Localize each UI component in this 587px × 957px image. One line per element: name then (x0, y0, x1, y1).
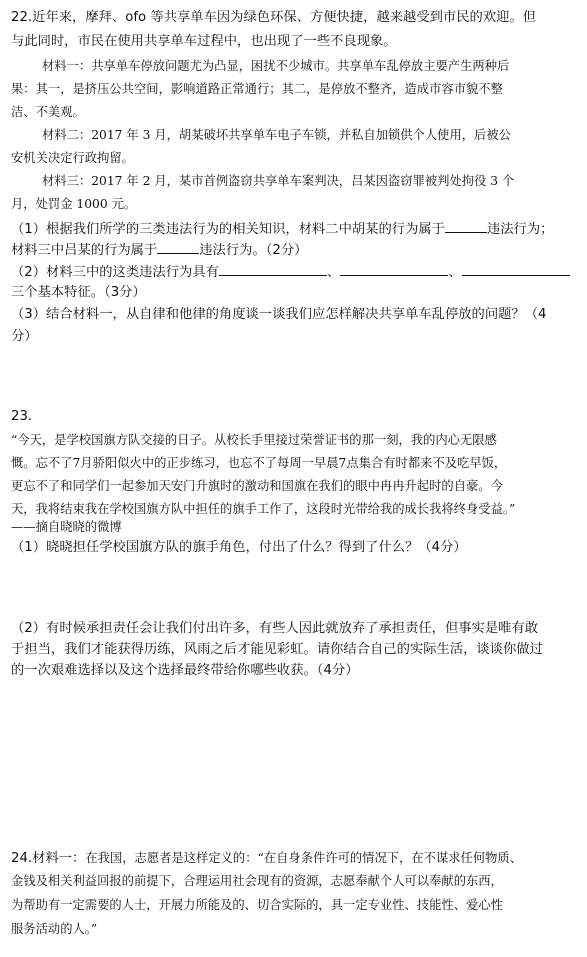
q22-sub2-answer-blank-2[interactable] (340, 261, 448, 276)
q22-sub1-text-c: 材料三中吕某的行为属于 (11, 243, 158, 258)
q22-material-1-line-3: 洁、不美观。 (11, 105, 85, 119)
q22-sub1-text-d: 违法行为。（2分） (199, 243, 308, 258)
q22-material-3-line-1: 材料三：2017 年 2 月，某市首例盗窃共享单车案判决，吕某因盗窃罪被判处拘役 3 个 (42, 174, 515, 188)
q24-line-2: 金钱及相关利益回报的前提下，合理运用社会现有的资源，志愿奉献个人可以奉献的东西， (11, 874, 503, 888)
q22-sub2-answer-blank-3[interactable] (462, 261, 570, 276)
q22-sub1-line-1 (11, 218, 577, 240)
q22-material-1-line-2: 果：其一，是挤压公共空间，影响道路正常通行；其二，是停放不整齐，造成市容市貌不整 (11, 82, 503, 96)
q23-sub2-line-1: （2）有时候承担责任会让我们付出许多，有些人因此就放弃了承担责任，但事实是唯有敢 (11, 621, 539, 636)
q22-sub2-sep-2: 、 (448, 265, 462, 280)
q22-sub2-text-a: （2）材料三中的这类违法行为具有 (11, 265, 219, 280)
q22-material-1-line-1: 材料一：共享单车停放问题尤为凸显，困扰不少城市。共享单车乱停放主要产生两种后 (42, 59, 510, 73)
q24-text-a: 在我国，志愿者是这样定义的：“在自身条件许可的情况下，在不谋求任何物质、 (85, 851, 523, 865)
q24-line-3: 为帮助有一定需要的人士，开展力所能及的、切合实际的，具一定专业性、技能性、爱心性 (11, 898, 503, 912)
q23-quote-line-1: “今天，是学校国旗方队交接的日子。从校长手里接过荣誉证书的那一刻，我的内心无限感 (11, 433, 497, 447)
q23-quote-line-4: 天，我将结束我在学校国旗方队中担任的旗手工作了，这段时光带给我的成长我将终身受益。” (11, 502, 516, 516)
q23-quote-source: ——摘自晓晓的微博 (11, 520, 122, 534)
q22-sub2-line-1 (11, 261, 577, 283)
q22-sub3-line-1: （3）结合材料一，从自律和他律的角度谈一谈我们应怎样解决共享单车乱停放的问题？（4 (11, 307, 547, 322)
q23-quote-line-3: 更忘不了和同学们一起参加天安门升旗时的激动和国旗在我们的眼中冉冉升起时的自豪。今 (11, 479, 503, 493)
q22-sub1-text-b: 违法行为； (486, 222, 554, 237)
q22-sub1-text-a: （1）根据我们所学的三类违法行为的相关知识，材料二中胡某的行为属于 (11, 222, 445, 237)
q23-sub1: （1）晓晓担任学校国旗方队的旗手角色，付出了什么？得到了什么？（4分） (11, 540, 467, 555)
q22-sub2-sep-1: 、 (326, 265, 341, 280)
q24-label: 24.材料一： (11, 851, 86, 866)
q24-line-4: 服务活动的人。” (11, 922, 98, 936)
q22-sub1-answer-blank-1[interactable] (445, 218, 487, 233)
q22-material-3-line-2: 月，处罚金 1000 元。 (11, 197, 137, 211)
q23-number: 23. (11, 409, 33, 424)
q23-quote-line-2: 慨。忘不了7月骄阳似火中的正步练习，也忘不了每周一早晨7点集合有时都来不及吃早饭， (11, 456, 507, 470)
q23-sub2-line-3: 的一次艰难选择以及这个选择最终带给你哪些收获。（4分） (11, 663, 359, 678)
q23-sub2-line-2: 于担当，我们才能获得历练，风雨之后才能见彩虹。请你结合自己的实际生活，谈谈你做过 (11, 642, 543, 657)
q22-sub3-line-2: 分） (11, 329, 38, 344)
q22-sub1-line-2 (11, 239, 577, 261)
q22-material-2-line-2: 安机关决定行政拘留。 (11, 151, 134, 165)
q22-sub2-line-2: 三个基本特征。（3分） (11, 285, 146, 300)
q22-sub1-answer-blank-2[interactable] (157, 239, 199, 254)
q22-material-2-line-1: 材料二：2017 年 3 月，胡某破坏共享单车电子车锁，并私自加锁供个人使用，后被公 (42, 128, 511, 142)
q24-line-1 (11, 847, 577, 869)
q22-sub2-answer-blank-1[interactable] (219, 261, 327, 276)
q22-intro-line-1: 22.近年来，摩拜、ofo 等共享单车因为绿色环保、方便快捷，越来越受到市民的欢迎。但 (11, 10, 537, 25)
q22-intro-line-2: 与此同时，市民在使用共享单车过程中，也出现了一些不良现象。 (11, 34, 397, 49)
